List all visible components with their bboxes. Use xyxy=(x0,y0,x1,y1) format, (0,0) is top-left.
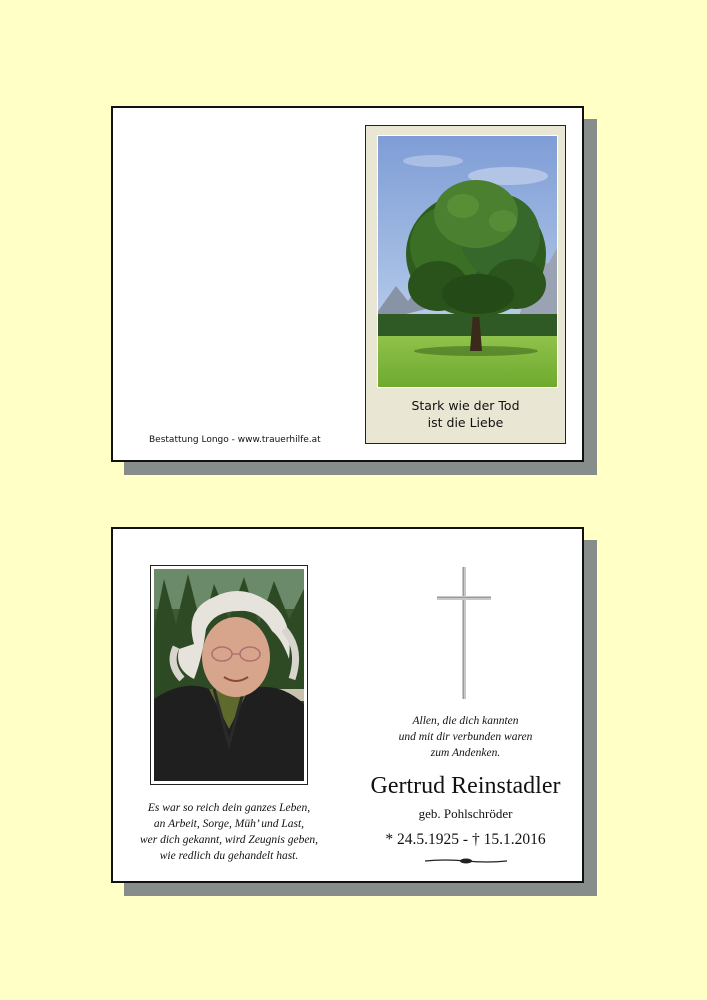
dedication-line: Allen, die dich kannten xyxy=(412,715,519,727)
motto-text xyxy=(366,397,565,431)
inside-card xyxy=(111,527,584,883)
ornament-divider xyxy=(425,857,507,865)
portrait-frame xyxy=(150,565,308,785)
motto-line: Stark wie der Tod xyxy=(411,398,520,413)
maiden-name: geb. Pohlschröder xyxy=(418,806,513,821)
dedication-line: zum Andenken. xyxy=(430,747,501,759)
life-dates: * 24.5.1925 - † 15.1.2016 xyxy=(385,831,546,848)
funeral-home-credit: Bestattung Longo - www.trauerhilfe.at xyxy=(149,435,321,445)
tree-photo xyxy=(377,135,558,388)
motif-panel xyxy=(365,125,566,444)
poem-line: Es war so reich dein ganzes Leben, xyxy=(147,802,311,814)
front-card xyxy=(111,106,584,462)
poem-line: an Arbeit, Sorge, Müh’ und Last, xyxy=(153,818,305,830)
dedication-line: und mit dir verbunden waren xyxy=(398,731,533,743)
poem-line: wer dich gekannt, wird Zeugnis geben, xyxy=(139,834,319,846)
memorial-poem xyxy=(113,800,345,864)
poem-line: wie redlich du gehandelt hast. xyxy=(159,850,299,862)
cross-icon xyxy=(433,565,495,701)
dedication-text xyxy=(353,713,578,761)
portrait-photo xyxy=(154,569,304,781)
motto-line: ist die Liebe xyxy=(427,415,504,430)
deceased-name: Gertrud Reinstadler xyxy=(370,773,561,799)
